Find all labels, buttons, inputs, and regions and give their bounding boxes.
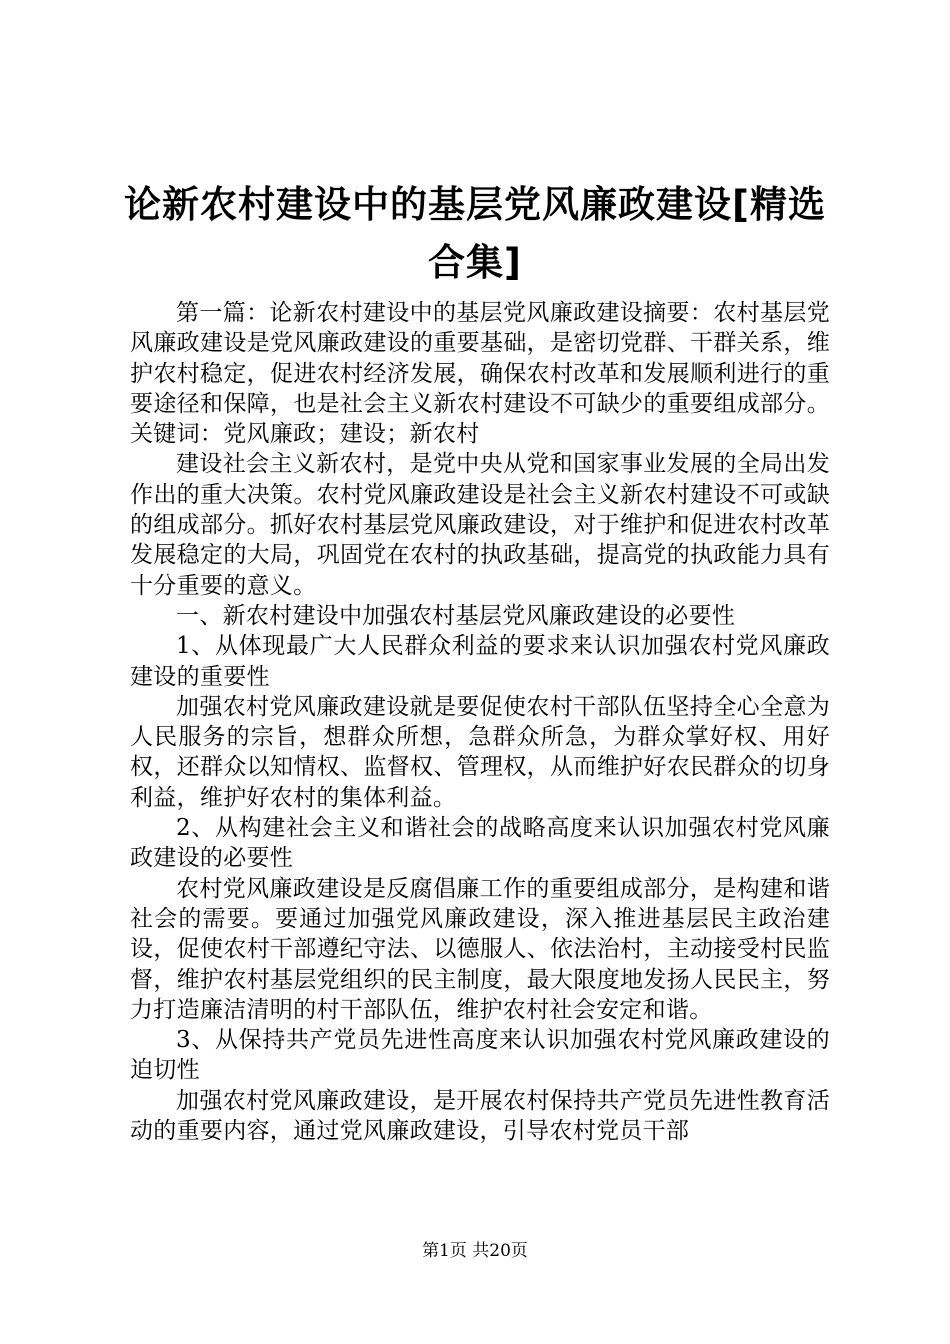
paragraph-2: 建设社会主义新农村，是党中央从党和国家事业发展的全局出发作出的重大决策。农村党风廉政建设是社会主义新农村建设不可或缺的组成部分。抓好农村基层党风廉政建设，对于维护和促进农村改革发展稳定的大局，巩固党在农村的执政基础，提高党的执政能力具有十分重要的意义。 [130,451,830,599]
document-title: 论新农村建设中的基层党风廉政建设[精选合集] [124,183,826,284]
subheading-1: 1、从体现最广大人民群众利益的要求来认识加强农村党风廉政建设的重要性 [130,633,830,690]
subheading-2: 2、从构建社会主义和谐社会的战略高度来认识加强农村党风廉政建设的必要性 [130,815,830,872]
subheading-3: 3、从保持共产党员先进性高度来认识加强农村党风廉政建设的迫切性 [130,1027,830,1084]
paragraph-1: 第一篇：论新农村建设中的基层党风廉政建设摘要：农村基层党风廉政建设是党风廉政建设的重要基础，是密切党群、干群关系，维护农村稳定，促进农村经济发展，确保农村改革和发展顺利进行的重要途径和保障，也是社会主义新农村建设不可缺少的重要组成部分。关键词：党风廉政；建设；新农村 [130,300,830,448]
section-heading-1: 一、新农村建设中加强农村基层党风廉政建设的必要性 [176,602,736,629]
paragraph-5: 加强农村党风廉政建设，是开展农村保持共产党员先进性教育活动的重要内容，通过党风廉政建设，引导农村党员干部 [130,1087,830,1145]
paragraph-4: 农村党风廉政建设是反腐倡廉工作的重要组成部分，是构建和谐社会的需要。要通过加强党风廉政建设，深入推进基层民主政治建设，促使农村干部遵纪守法、以德服人、依法治村，主动接受村民监督，维护农村基层党组织的民主制度，最大限度地发扬人民民主，努力打造廉洁清明的村干部队伍，维护农村社会安定和谐。 [130,875,830,1023]
page-footer: 第1页 共20页 [422,1241,528,1261]
paragraph-3: 加强农村党风廉政建设就是要促使农村干部队伍坚持全心全意为人民服务的宗旨，想群众所想，急群众所急，为群众掌好权、用好权，还群众以知情权、监督权、管理权，从而维护好农民群众的切身利益，维护好农村的集体利益。 [130,693,830,811]
document-body [130,298,830,1146]
